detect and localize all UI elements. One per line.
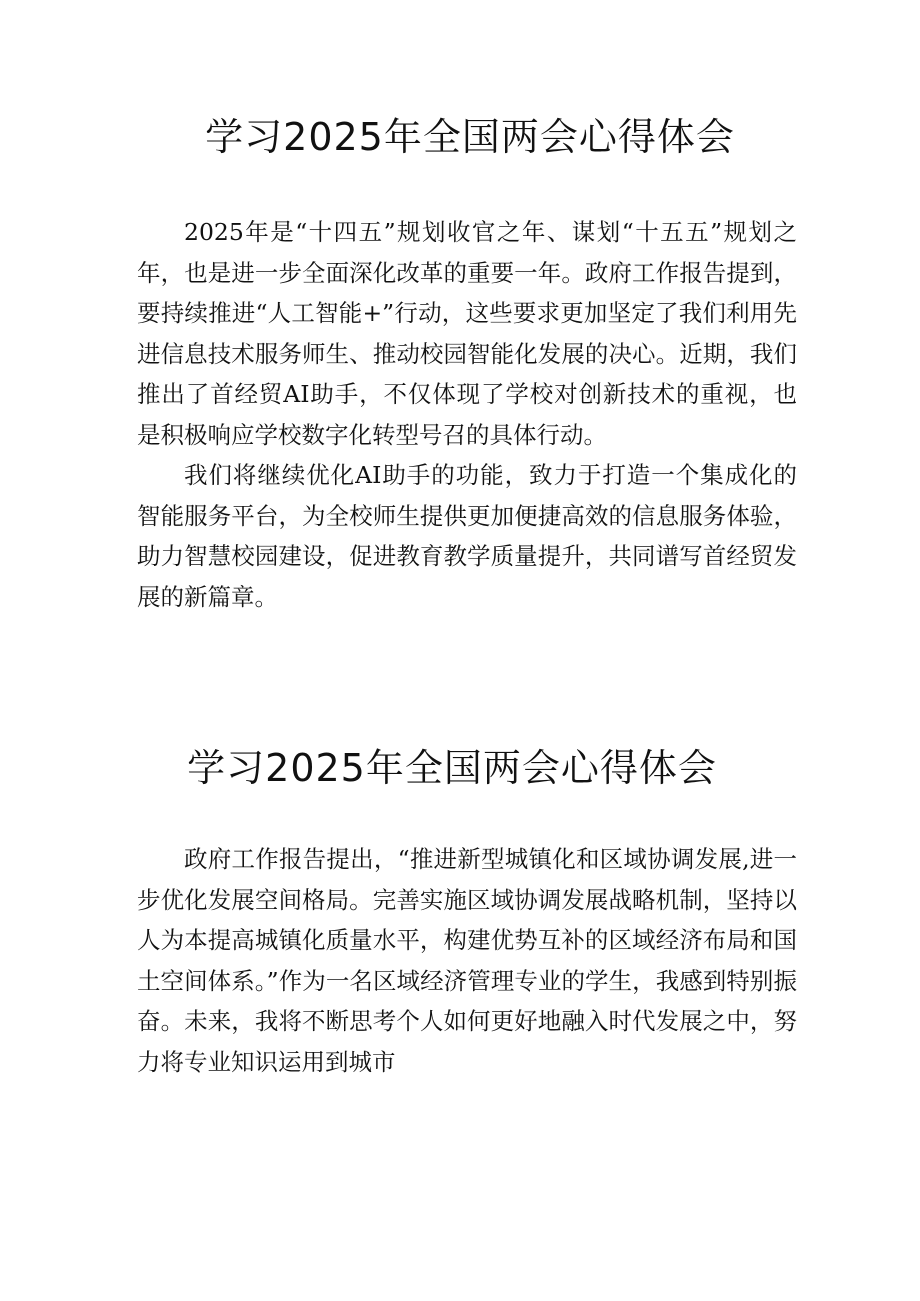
paragraph: 政府工作报告提出，“推进新型城镇化和区域协调发展,进一步优化发展空间格局。完善实施区域协调发展战略机制，坚持以人为本提高城镇化质量水平，构建优势互补的区域经济布局和国土空间体系。”作为一名区域经济管理专业的学生，我感到特别振奋。未来，我将不断思考个人如何更好地融入时代发展之中，努力将专业知识运用到城市: [137, 845, 797, 1076]
section-2-body: [137, 839, 797, 1082]
paragraph: 2025年是“十四五”规划收官之年、谋划“十五五”规划之年，也是进一步全面深化改革的重要一年。政府工作报告提到，要持续推进“人工智能+”行动，这些要求更加坚定了我们利用先进信息技术服务师生、推动校园智能化发展的决心。近期，我们推出了首经贸AI助手，不仅体现了学校对创新技术的重视，也是积极响应学校数字化转型号召的具体行动。: [137, 218, 797, 449]
section-1-body: [137, 212, 797, 617]
paragraph: 我们将继续优化AI助手的功能，致力于打造一个集成化的智能服务平台，为全校师生提供更加便捷高效的信息服务体验，助力智慧校园建设，促进教育教学质量提升，共同谱写首经贸发展的新篇章。: [137, 461, 797, 611]
page-title: 学习2025年全国两会心得体会: [205, 115, 735, 159]
section-title: 学习2025年全国两会心得体会: [187, 746, 717, 790]
